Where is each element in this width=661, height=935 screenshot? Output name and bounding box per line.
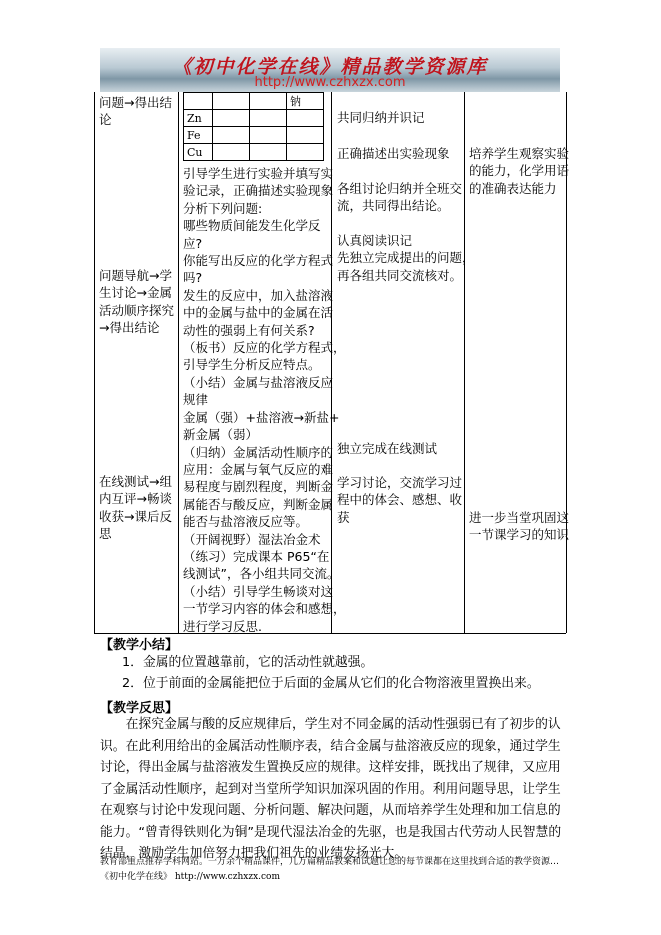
cell (250, 93, 287, 110)
cell (287, 110, 324, 127)
student-activity-cell: 各组讨论归纳并全班交 流，共同得出结论。 (337, 181, 463, 214)
cell: Cu (184, 144, 213, 161)
process-cell: 问题→得出结 论 (99, 95, 172, 128)
cell: 钠 (287, 93, 324, 110)
reflection-heading: 【教学反思】 (100, 701, 179, 716)
footer (100, 855, 570, 885)
cell (213, 110, 250, 127)
process-cell: 问题导航→学 生讨论→金属 活动顺序探究 →得出结论 (99, 268, 175, 336)
table-border (94, 92, 95, 633)
cell (213, 127, 250, 144)
summary-item: 2．位于前面的金属能把位于后面的金属从它们的化合物溶液里置换出来。 (122, 676, 540, 691)
experiment-record-table (183, 92, 324, 161)
table-border (178, 92, 179, 633)
student-activity-cell: 独立完成在线测试 (337, 441, 438, 456)
cell: Zn (184, 110, 213, 127)
cell (184, 93, 213, 110)
footer-link[interactable]: http://www.czhxzx.com (174, 872, 281, 882)
design-intent-cell: 培养学生观察实验 的能力，化学用语 的准确表达能力 (469, 146, 570, 196)
cell (213, 93, 250, 110)
cell (250, 127, 287, 144)
student-activity-cell: 正确描述出实验现象 (337, 146, 450, 161)
banner-title: 《初中化学在线》精品教学资源库 (172, 56, 488, 78)
cell (287, 127, 324, 144)
summary-item: 1．金属的位置越靠前，它的活动性就越强。 (122, 655, 374, 670)
banner-url: http://www.czhxzx.com (254, 75, 406, 90)
cell: Fe (184, 127, 213, 144)
table-border (464, 92, 465, 633)
student-activity-cell: 学习讨论，交流学习过 程中的体会、感想、收 获 (337, 475, 463, 525)
cell (250, 110, 287, 127)
student-activity-cell: 认真阅读识记 先独立完成提出的问题， 再各组共同交流核对。 (337, 233, 475, 283)
site-banner (100, 48, 560, 92)
cell (287, 144, 324, 161)
teacher-activity-cell: 引导学生进行实验并填写实 验记录，正确描述实验现象 分析下列问题: 哪些物质间能发生化学反 应? 你能写出反应的化学方程式 吗? 发生的反应中，加入盐溶液 中的金属与盐中的金属在活 动性的强弱上有何关系? （板书）反应的化学方程式， 引导学生分析反应特点。 （小结）金属与盐溶液反应 规律 金属（强）+盐溶液→新盐+ 新金属（弱） （归纳）金属活动性顺序的 应用：金属与氧气反应的难 易程度与剧烈程度，判断金 属能否与酸反应，判断金属 能否与盐溶液反应等。 （开阔视野）湿法冶金术 （练习）完成课本 P65“在 线测试”，各小组共同交流。 （小结）引导学生畅谈对这 一节学习内容的体会和感想， 进行学习反思. (183, 166, 346, 634)
footer-text: 教育部重点推荐学科网站。一万余个精品课件，几万篇精品教案和试题让您的每节课都在这里找到合适的教学资源…《初中化学在线》 (100, 857, 560, 882)
summary-heading: 【教学小结】 (100, 638, 179, 653)
design-intent-cell: 进一步当堂巩固这 一节课学习的知识 (469, 510, 570, 543)
reflection-text: 在探究金属与酸的反应规律后，学生对不同金属的活动性强弱已有了初步的认识。在此利用给出的金属活动性顺序表，结合金属与盐溶液反应的现象，通过学生讨论，得出金属与盐溶液发生置换反应的规律。这样安排，既找出了规律，又应用了金属活动性顺序，起到对当堂所学知识加深巩固的作用。利用问题导思，让学生在观察与讨论中发现问题、分析问题、解决问题，从而培养学生处理和加工信息的能力。“曾青得铁则化为铜”是现代湿法冶金的先驱，也是我国古代劳动人民智慧的结晶，激励学生加倍努力把我们祖先的业绩发扬光大。 (100, 717, 562, 861)
student-activity-cell: 共同归纳并识记 (337, 110, 425, 125)
cell (250, 144, 287, 161)
cell (213, 144, 250, 161)
process-cell: 在线测试→组 内互评→畅谈 收获→课后反 思 (99, 474, 172, 542)
